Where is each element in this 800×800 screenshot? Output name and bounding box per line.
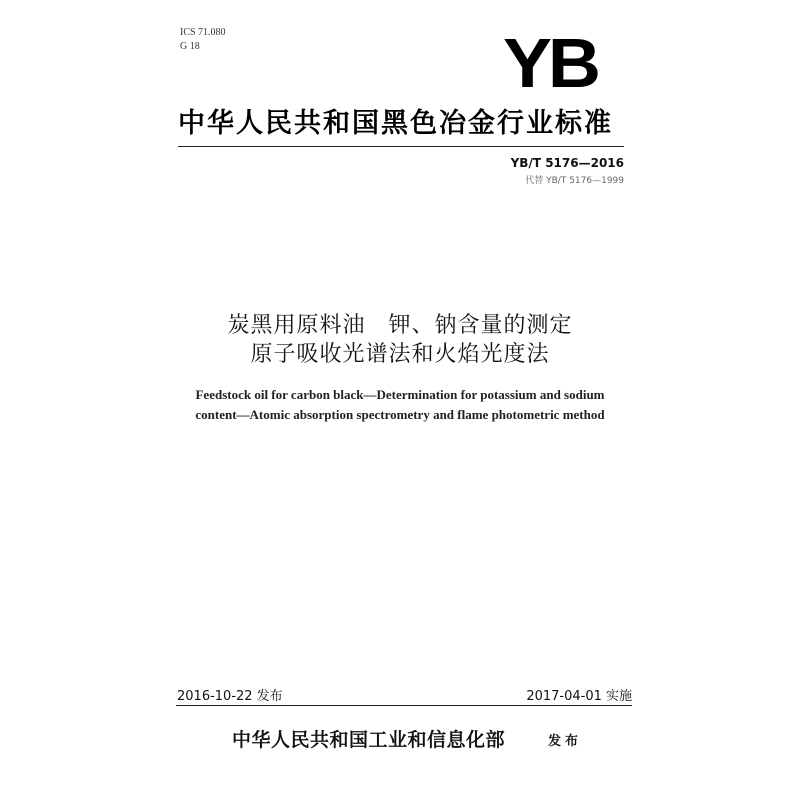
chinese-title-line-1: 炭黑用原料油 钾、钠含量的测定 xyxy=(227,313,573,338)
replaces-standard: 代替 YB/T 5176—1999 xyxy=(525,176,624,186)
issue-date: 2016-10-22 发布 xyxy=(177,689,283,704)
publish-label: 发布 xyxy=(548,734,583,749)
publisher-name: 中华人民共和国工业和信息化部 xyxy=(232,729,506,751)
english-title-line-1: Feedstock oil for carbon black—Determination for potassium and sodium xyxy=(195,387,605,402)
implementation-date: 2017-04-01 实施 xyxy=(526,689,632,704)
yb-logo: YB xyxy=(503,24,597,102)
header-divider xyxy=(178,146,624,147)
classification-codes xyxy=(180,26,226,54)
footer-divider xyxy=(176,705,632,706)
standard-number: YB/T 5176—2016 xyxy=(510,156,624,170)
chinese-title-line-2: 原子吸收光谱法和火焰光度法 xyxy=(250,342,550,367)
standard-category-title: 中华人民共和国黑色冶金行业标准 xyxy=(178,108,613,139)
english-title-line-2: content—Atomic absorption spectrometry and flame photometric method xyxy=(195,407,605,422)
ccs-code: G 18 xyxy=(180,41,200,52)
ics-code: ICS 71.080 xyxy=(180,27,226,38)
